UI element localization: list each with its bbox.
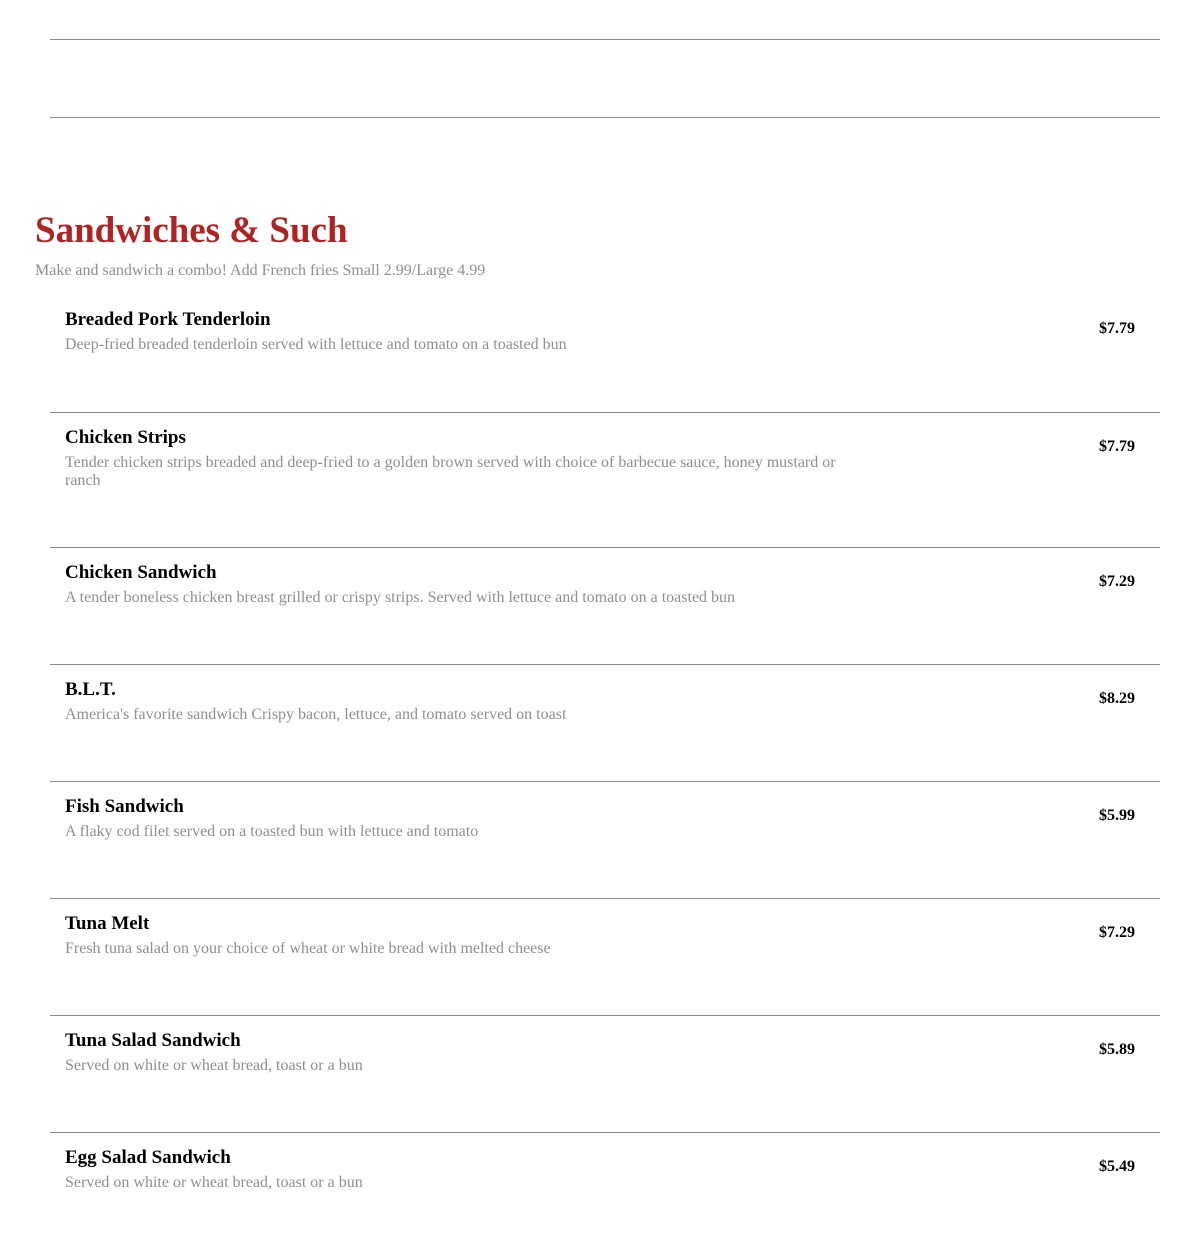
item-name: B.L.T. <box>65 679 116 700</box>
item-name: Egg Salad Sandwich <box>65 1147 231 1168</box>
item-description: Served on white or wheat bread, toast or a bun <box>65 1057 363 1074</box>
item-price: $7.29 <box>1099 573 1135 590</box>
top-divider <box>50 39 1160 40</box>
item-description: Deep-fried breaded tenderloin served with lettuce and tomato on a toasted bun <box>65 336 567 353</box>
item-description: America's favorite sandwich Crispy bacon, lettuce, and tomato served on toast <box>65 706 567 723</box>
menu-item <box>50 547 1160 664</box>
item-name: Tuna Melt <box>65 913 150 934</box>
menu-section-header <box>35 207 1160 281</box>
item-description: Fresh tuna salad on your choice of wheat or white bread with melted cheese <box>65 940 551 957</box>
item-price: $5.49 <box>1099 1158 1135 1175</box>
item-name: Fish Sandwich <box>65 796 184 817</box>
item-price: $5.89 <box>1099 1041 1135 1058</box>
menu-item <box>50 295 1160 412</box>
menu-item <box>50 664 1160 781</box>
item-name: Breaded Pork Tenderloin <box>65 309 271 330</box>
item-price: $7.79 <box>1099 438 1135 455</box>
item-name: Chicken Strips <box>65 427 186 448</box>
item-description: Served on white or wheat bread, toast or a bun <box>65 1174 363 1191</box>
item-name: Chicken Sandwich <box>65 562 217 583</box>
menu-item-list <box>50 295 1160 1249</box>
top-divider <box>50 117 1160 118</box>
section-title: Sandwiches & Such <box>35 210 348 251</box>
item-price: $7.29 <box>1099 924 1135 941</box>
item-price: $8.29 <box>1099 690 1135 707</box>
section-note: Make and sandwich a combo! Add French fries Small 2.99/Large 4.99 <box>35 262 486 279</box>
menu-item <box>50 898 1160 1015</box>
menu-item <box>50 781 1160 898</box>
item-name: Tuna Salad Sandwich <box>65 1030 241 1051</box>
item-description: A flaky cod filet served on a toasted bun with lettuce and tomato <box>65 823 479 840</box>
item-price: $7.79 <box>1099 320 1135 337</box>
item-description: Tender chicken strips breaded and deep-fried to a golden brown served with choice of barbecue sauce, honey mustard or ranch <box>65 454 836 489</box>
menu-item <box>50 1132 1160 1249</box>
item-price: $5.99 <box>1099 807 1135 824</box>
menu-item <box>50 1015 1160 1132</box>
menu-item <box>50 412 1160 547</box>
item-description: A tender boneless chicken breast grilled or crispy strips. Served with lettuce and tomato on a toasted bun <box>65 589 736 606</box>
